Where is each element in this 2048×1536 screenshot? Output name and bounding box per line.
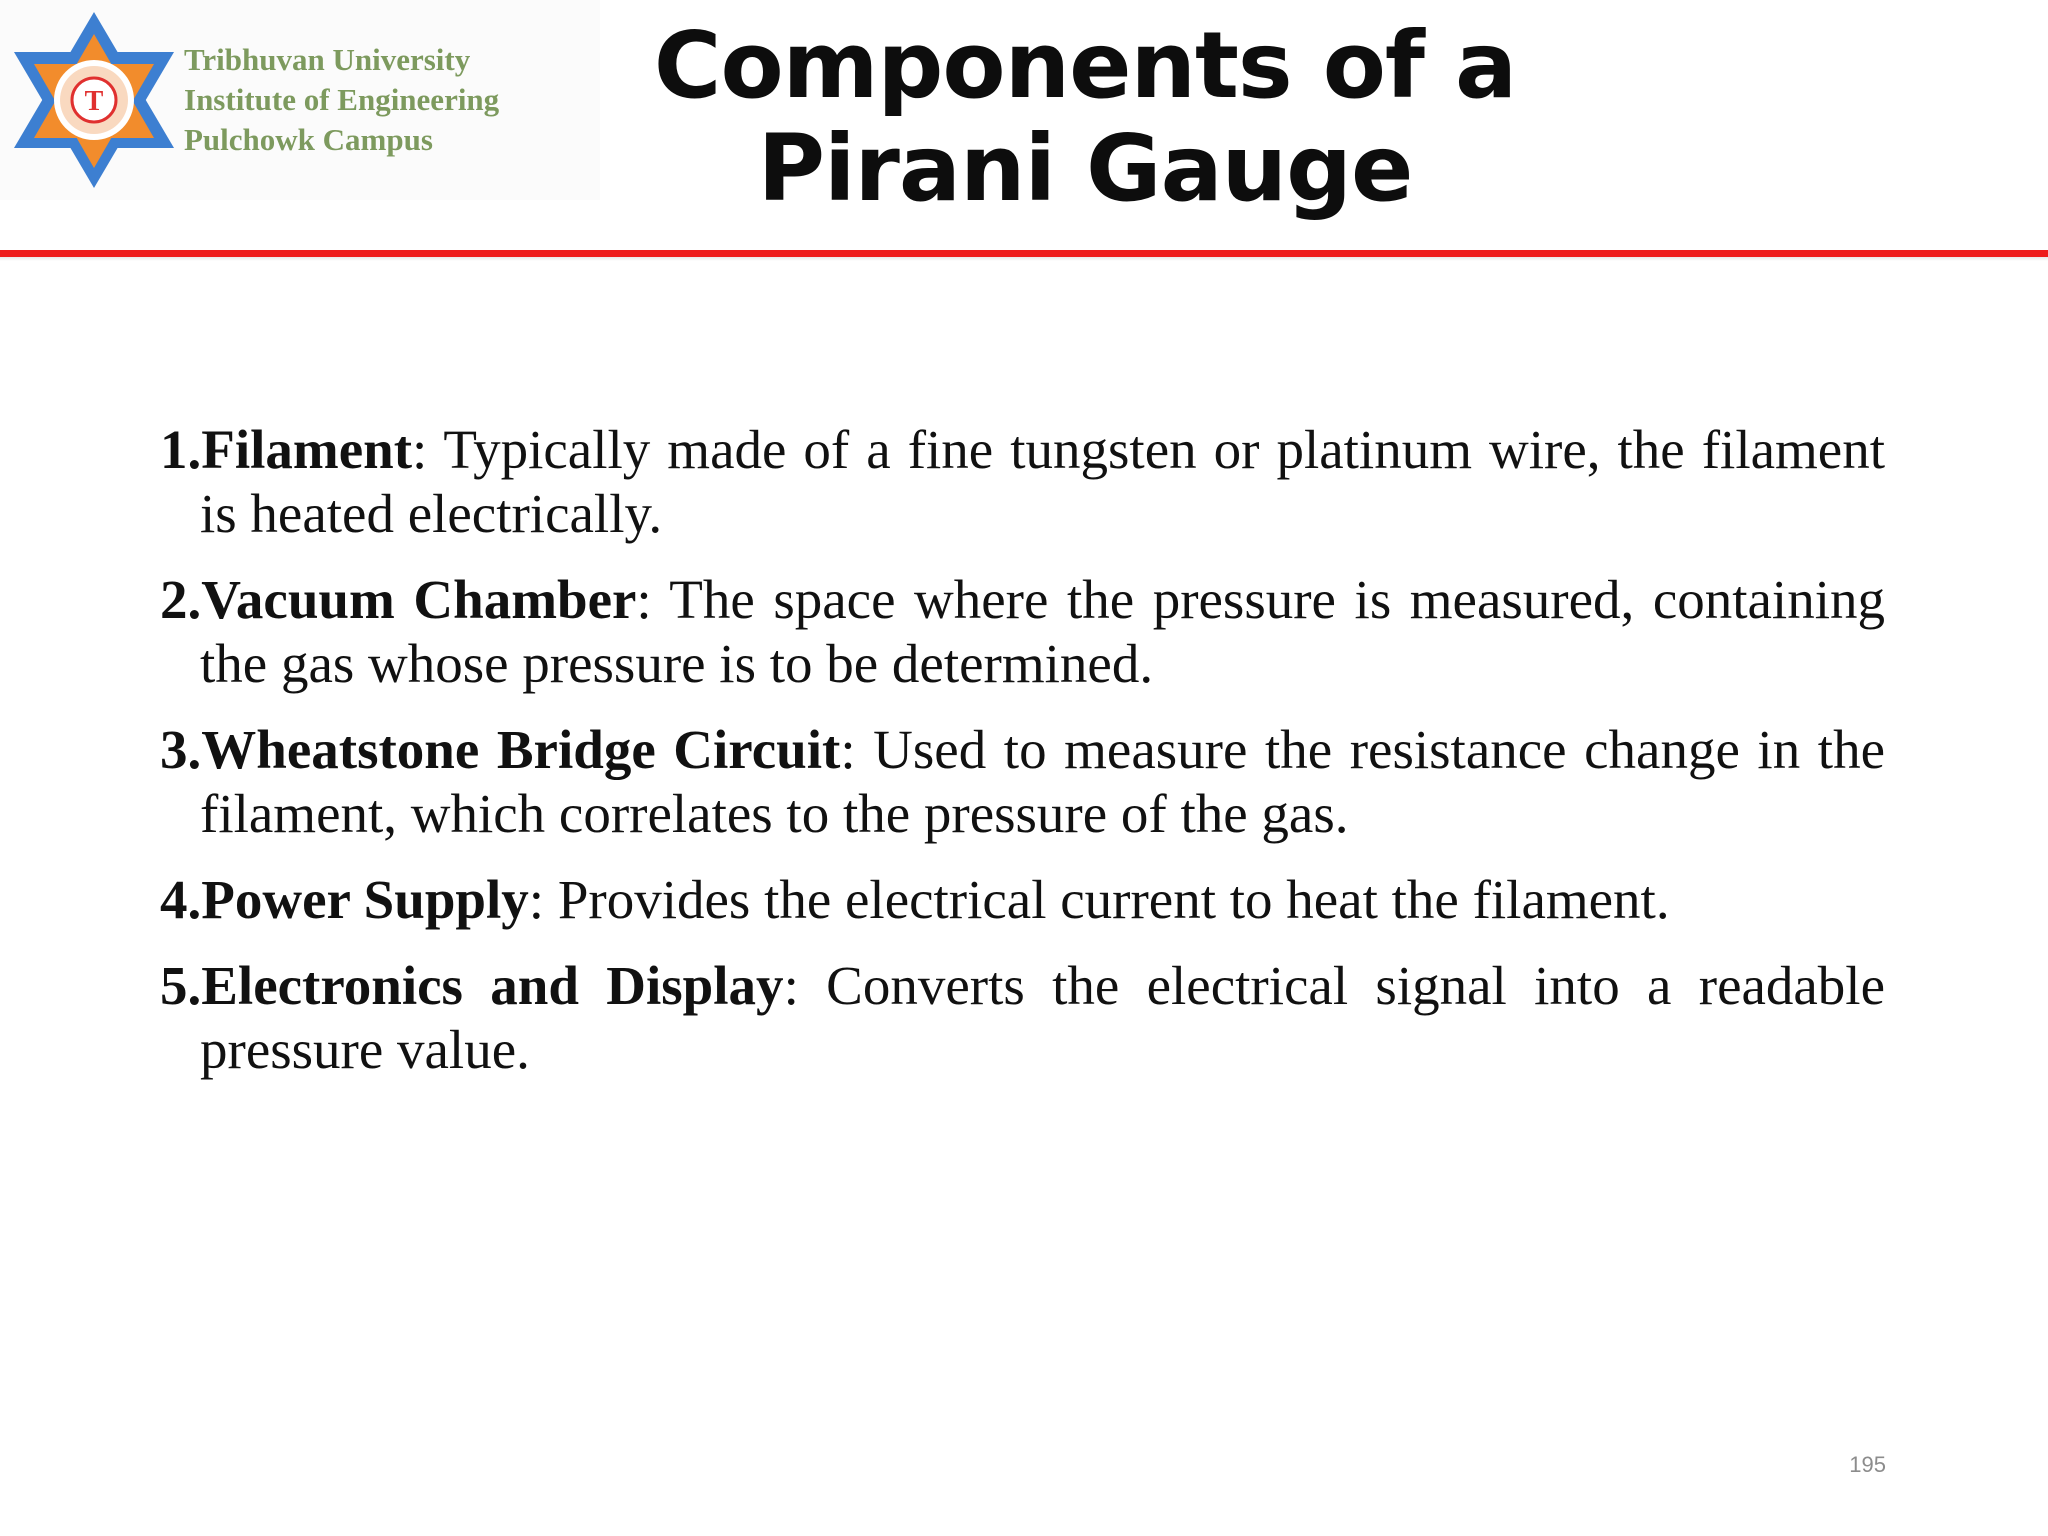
item-term: Electronics and Display [201,955,784,1016]
item-separator: : [783,955,799,1016]
title-line-2: Pirani Gauge [757,115,1413,222]
list-item [160,954,1885,1082]
item-term: Wheatstone Bridge Circuit [201,719,841,780]
page-number: 195 [1849,1452,1886,1477]
list-item [160,718,1885,846]
list-item [160,418,1885,546]
list-item [160,568,1885,696]
item-separator: : [840,719,856,780]
item-number: 3. [160,719,202,780]
header-divider [0,250,2048,257]
logo-line-university: Tribhuvan University [184,42,471,77]
item-number: 1. [160,419,202,480]
item-description: Typically made of a fine tungsten or platinum wire, the filament is heated electrically. [200,419,1885,544]
item-description: Converts the electrical signal into a readable pressure value. [200,955,1885,1080]
list-item [160,868,1885,932]
header-divider-shadow [0,257,2048,261]
item-number: 5. [160,955,202,1016]
item-term: Vacuum Chamber [201,569,637,630]
item-description: Provides the electrical current to heat the filament. [544,869,1670,930]
item-term: Power Supply [201,869,529,930]
item-separator: : [412,419,428,480]
logo-text [184,40,499,160]
item-description: Used to measure the resistance change in the filament, which correlates to the pressure of the gas. [200,719,1885,844]
item-separator: : [528,869,545,930]
institution-logo [0,0,600,200]
logo-line-campus: Pulchowk Campus [184,122,433,157]
item-description: The space where the pressure is measured, containing the gas whose pressure is to be determined. [200,569,1885,694]
page-title [620,14,1550,220]
university-emblem-icon [8,8,180,192]
emblem-letter: T [84,86,104,117]
item-number: 2. [160,569,202,630]
item-separator: : [636,569,652,630]
components-list [160,418,1885,1104]
logo-line-institute: Institute of Engineering [184,82,500,117]
title-line-1: Components of a [653,12,1517,119]
item-number: 4. [160,869,202,930]
item-term: Filament [201,419,413,480]
